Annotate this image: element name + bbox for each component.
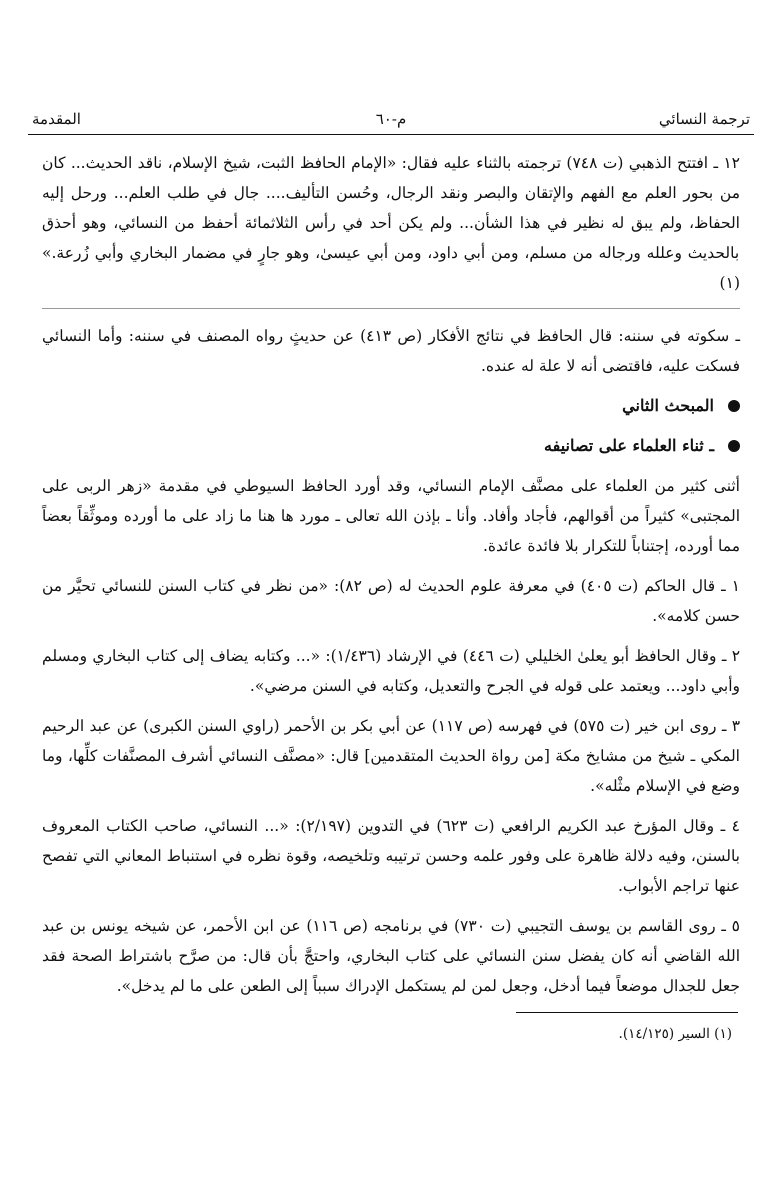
list-item: ٥ ـ روى القاسم بن يوسف التجيبي (ت ٧٣٠) في برنامجه (ص ١١٦) عن ابن الأحمر، عن شيخه يونس بن عبد الله القاضي أنه كان يفضل سنن النسائي على كتاب البخاري، واحتجَّ بأن قال: من صرَّح باشتراط الصحة فقد جعل للجدال موضعاً فيما أدخل، وجعل لمن لم يستكمل الإدراك سبباً إلى الطعن على ما لم يدخل». xyxy=(42,917,740,995)
header-section-title: المقدمة xyxy=(32,110,81,128)
footnote-reference: (١) xyxy=(719,274,740,292)
paragraph-silence: ـ سكوته في سننه: قال الحافظ في نتائج الأفكار (ص ٤١٣) عن حديثٍ رواه المصنف في سننه: وأما النسائي فسكت عليه، فاقتضى أنه لا علة له عنده. xyxy=(42,327,740,375)
list-item: ٣ ـ روى ابن خير (ت ٥٧٥) في فهرسه (ص ١١٧) عن أبي بكر بن الأحمر (راوي السنن الكبرى) عن عبد الرحيم المكي ـ شيخ من مشايخ مكة [من رواة الحديث المتقدمين] قال: «مصنَّف النسائي أشرف المصنَّفات كلِّها، وما وضع في الإسلام مثْله». xyxy=(42,717,741,795)
header-book-title: ترجمة النسائي xyxy=(658,110,750,128)
list-item: ٤ ـ وقال المؤرخ عبد الكريم الرافعي (ت ٦٢٣) في التدوين (٢/١٩٧): «... النسائي، صاحب الكتاب المعروف بالسنن، وفيه دلالة ظاهرة على وفور علمه وحسن ترتيبه وتلخيصه، وقوة نظره في استنباط المعاني التي تفصح عنها تراجم الأبواب. xyxy=(42,817,740,895)
page-body xyxy=(42,148,740,1011)
page-number: م-٦٠ xyxy=(375,110,407,128)
list-item: ١ ـ قال الحاكم (ت ٤٠٥) في معرفة علوم الحديث له (ص ٨٢): «من نظر في كتاب السنن للنسائي تحيَّر من حسن كلامه». xyxy=(42,577,740,625)
footnote: (١) السير (١٤/١٢٥). xyxy=(618,1026,732,1042)
section-divider xyxy=(42,308,740,309)
list-item: ٢ ـ وقال الحافظ أبو يعلىٰ الخليلي (ت ٤٤٦) في الإرشاد (١/٤٣٦): «... وكتابه يضاف إلى كتاب البخاري ومسلم وأبي داود... ويعتمد على قوله في الجرح والتعديل، وكتابه في السنن مرضي». xyxy=(42,647,741,695)
heading-praise-of-works: ـ ثناء العلماء على تصانيفه xyxy=(42,431,740,461)
paragraph-dhahabi xyxy=(42,148,740,298)
heading-second-section: المبحث الثاني xyxy=(42,391,740,421)
running-header xyxy=(28,108,754,135)
paragraph-intro: أثنى كثير من العلماء على مصنَّف الإمام النسائي، وقد أورد الحافظ السيوطي في مقدمة «زهر الربى على المجتبى» كثيراً من أقوالهم، فأجاد وأفاد. وأنا ـ بإذن الله تعالى ـ مورد ها هنا ما زاد على ما أورده وموثِّقاً بعضاً مما أورده، إجتناباً للتكرار بلا فائدة عائدة. xyxy=(42,477,740,555)
paragraph-dhahabi-text: ١٢ ـ افتتح الذهبي (ت ٧٤٨) ترجمته بالثناء عليه فقال: «الإمام الحافظ الثبت، شيخ الإسلام، ناقد الحديث... كان من بحور العلم مع الفهم والإتقان والبصر ونقد الرجال، وحُسن التأليف.... جال في طلب العلم... ورحل إليه الحفاظ، ولم يبق له نظير في هذا الشأن... ولم يكن أحد في رأس الثلاثمائة أحفظ من النسائي، وهو أحذق بالحديث وعلله ورجاله من مسلم، ومن أبي داود، ومن أبي عيسىٰ، وهو جارٍ في مضمار البخاري وأبي زُرعة.» xyxy=(42,154,740,262)
footnote-separator xyxy=(516,1012,738,1013)
